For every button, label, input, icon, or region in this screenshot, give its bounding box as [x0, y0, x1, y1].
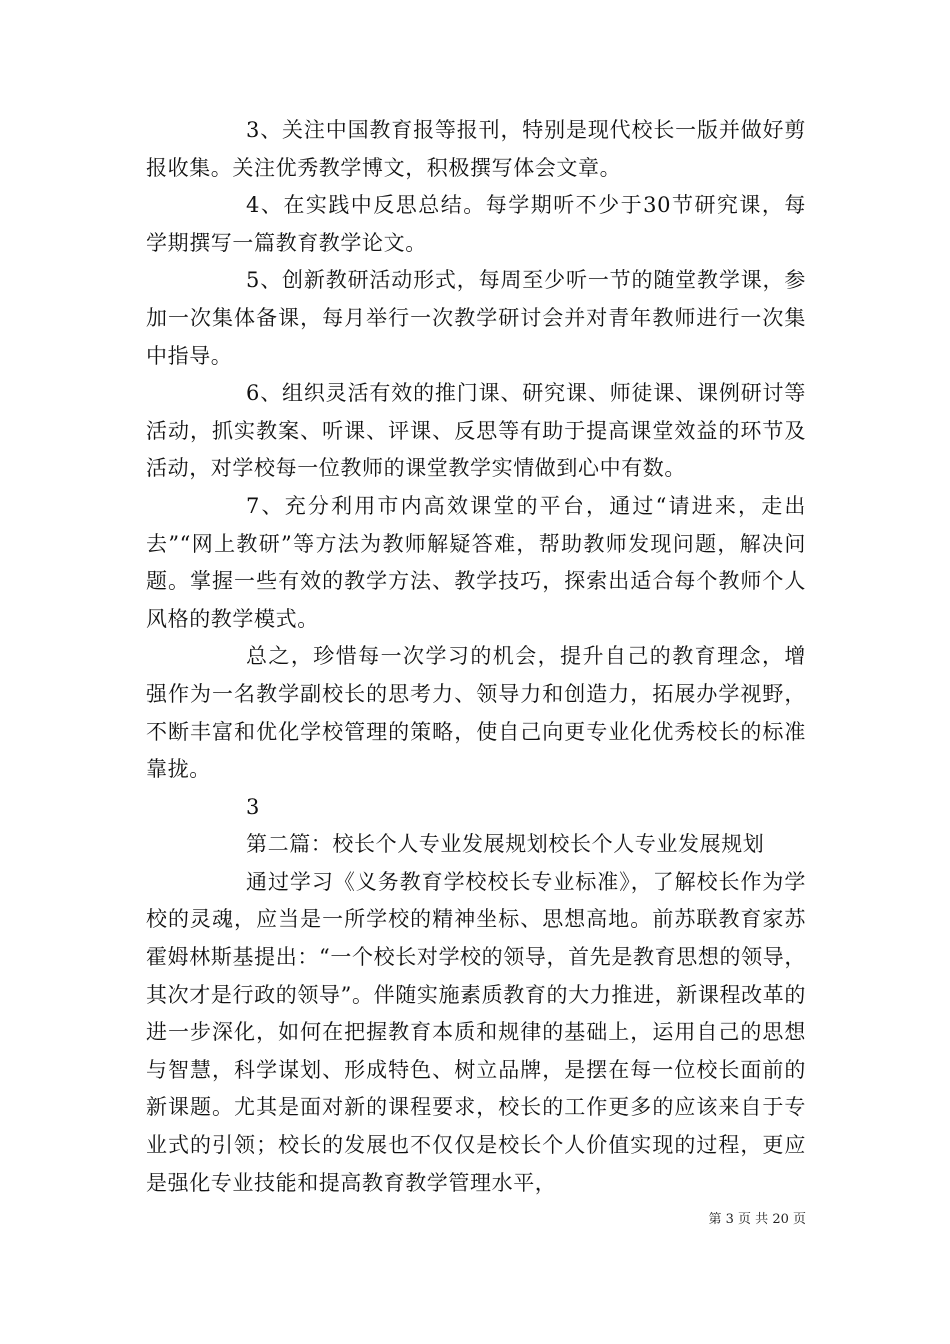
- document-body: [146, 112, 806, 1202]
- section-number: 3: [246, 794, 260, 819]
- summary-paragraph: 总之，珍惜每一次学习的机会，提升自己的教育理念，增强作为一名教学副校长的思考力、领导力和创造力，拓展办学视野，不断丰富和优化学校管理的策略，使自己向更专业化优秀校长的标准靠拢。: [146, 644, 806, 782]
- list-item-7: 7、充分利用市内高效课堂的平台，通过“请进来，走出去”“网上教研”等方法为教师解疑答难，帮助教师发现问题，解决问题。掌握一些有效的教学方法、教学技巧，探索出适合每个教师个人风格的教学模式。: [146, 493, 806, 631]
- section-title: 第二篇：校长个人专业发展规划校长个人专业发展规划: [246, 832, 765, 857]
- page-number-footer: 第 3 页 共 20 页: [708, 1212, 806, 1227]
- list-item-6: 6、组织灵活有效的推门课、研究课、师徒课、课例研讨等活动，抓实教案、听课、评课、反思等有助于提高课堂效益的环节及活动，对学校每一位教师的课堂教学实情做到心中有数。: [146, 381, 806, 481]
- list-item-5: 5、创新教研活动形式，每周至少听一节的随堂教学课，参加一次集体备课，每月举行一次教学研讨会并对青年教师进行一次集中指导。: [146, 268, 806, 368]
- list-item-3: 3、关注中国教育报等报刊，特别是现代校长一版并做好剪报收集。关注优秀教学博文，积极撰写体会文章。: [146, 118, 806, 180]
- section-body: 通过学习《义务教育学校校长专业标准》，了解校长作为学校的灵魂，应当是一所学校的精神坐标、思想高地。前苏联教育家苏霍姆林斯基提出：“一个校长对学校的领导，首先是教育思想的领导，其次才是行政的领导”。伴随实施素质教育的大力推进，新课程改革的进一步深化，如何在把握教育本质和规律的基础上，运用自己的思想与智慧，科学谋划、形成特色、树立品牌，是摆在每一位校长面前的新课题。尤其是面对新的课程要求，校长的工作更多的应该来自于专业式的引领；校长的发展也不仅仅是校长个人价值实现的过程，更应是强化专业技能和提高教育教学管理水平，: [146, 869, 806, 1195]
- list-item-4: 4、在实践中反思总结。每学期听不少于30节研究课，每学期撰写一篇教育教学论文。: [146, 193, 806, 255]
